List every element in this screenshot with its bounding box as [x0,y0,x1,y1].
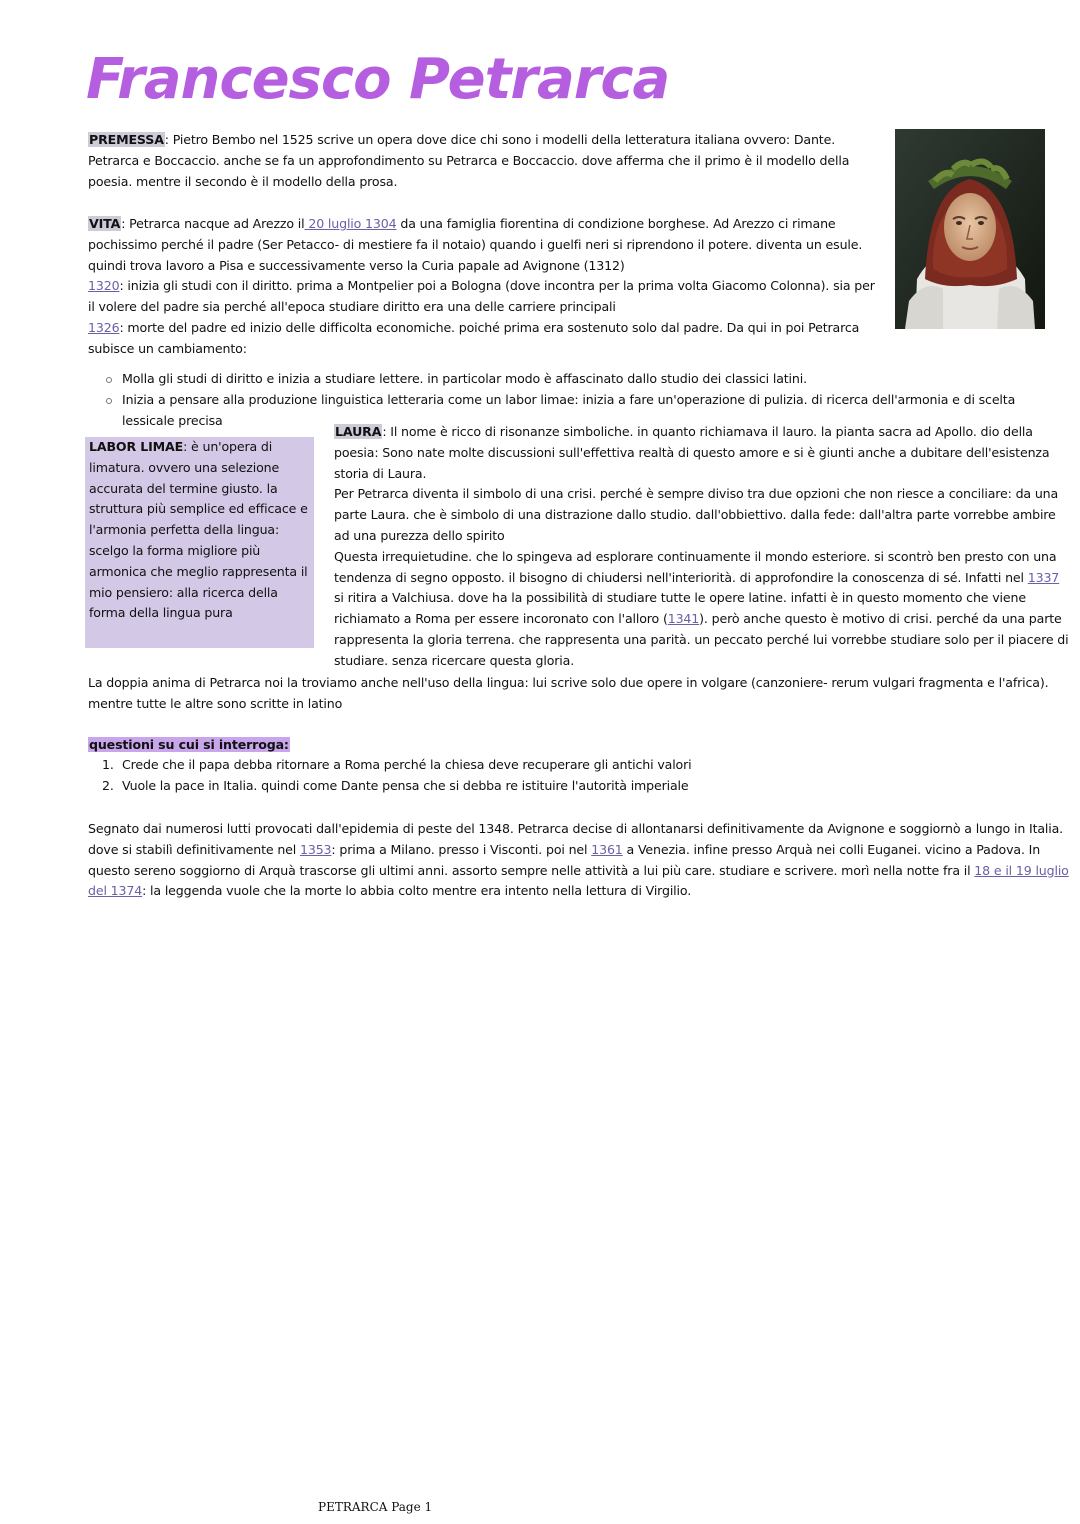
date-1304: 20 luglio 1304 [304,216,397,231]
doppia-paragraph: La doppia anima di Petrarca noi la troviamo anche nell'uso della lingua: lui scrive solo due opere in volgare (canzoniere- rerum vulgari fragmenta e l'africa). mentre tutte le altre sono scritte in latino [88,675,1049,711]
vita-text-1: : Petrarca nacque ad Arezzo il [121,216,305,231]
laura-text-3a: Questa irrequietudine. che lo spingeva ad esplorare continuamente il mondo esteriore. si scontrò ben presto con una tendenza di segno opposto. il bisogno di chiudersi nell'interiorità. di approfondire la conoscenza di sé. Infatti nel [334,548,1057,585]
questioni-list [100,755,1000,797]
list-item: Molla gli studi di diritto e inizia a studiare lettere. in particolar modo è affascinato dallo studio dei classici latini. [104,369,1064,390]
page-title: Francesco Petrarca [86,47,670,112]
premessa-text: : Pietro Bembo nel 1525 scrive un opera dove dice chi sono i modelli della letteratura italiana ovvero: Dante. Petrarca e Boccaccio. anche se fa un approfondimento su Petrarca e Boccaccio. dove afferma che il primo è il modello della poesia. mentre il secondo è il modello della prosa. [88,132,850,189]
vita-text-4: : morte del padre ed inizio delle difficolta economiche. poiché prima era sostenuto solo dal padre. Da qui in poi Petrarca subisce un cambiamento: [88,319,860,356]
laura-text-1: : Il nome è ricco di risonanze simboliche. in quanto richiamava il lauro. la pianta sacra ad Apollo. dio della poesia: Sono nate molte discussioni sull'effettiva realtà di questo amore e si è giunti anche a dubitare dell'esistenza storia di Laura. [334,424,1050,481]
vita-text-3: : inizia gli studi con il diritto. prima a Montpelier poi a Bologna (dove incontra per la prima volta Giacomo Colonna). sia per il volere del padre sia perché all'epoca studiare diritto era una delle carriere principali [88,278,875,315]
premessa-paragraph [88,130,878,192]
premessa-label: PREMESSA [89,132,164,147]
date-1361: 1361 [591,841,623,857]
vita-paragraph [88,214,878,360]
final-text-2: : prima a Milano. presso i Visconti. poi nel [331,841,592,857]
list-item [100,776,1000,797]
laura-label: LAURA [335,424,382,439]
laura-text-2: Per Petrarca diventa il simbolo di una crisi. perché è sempre diviso tra due opzioni che non riesce a conciliare: da una parte Laura. che è simbolo di una distrazione dallo studio. dall'obbiettivo. dalla fede: dall'altra parte vorrebbe ambire ad una purezza dello spirito [334,486,1059,543]
laura-paragraph [334,422,1070,672]
final-text-1: Segnato dai numerosi lutti provocati dall'epidemia di peste del 1348. Petrarca decise di allontanarsi definitivamente da Avignone e soggiornò a lungo in Italia. dove si stabilì definitivamente nel [88,821,1064,857]
labor-text: : è un'opera di limatura. ovvero una selezione accurata del termine giusto. la struttura più semplice ed efficace e l'armonia perfetta della lingua: scelgo la forma migliore più armonica che meglio rappresenta il mio pensiero: alla ricerca della forma della lingua pura [89,439,308,621]
final-text-4: : la leggenda vuole che la morte lo abbia colto mentre era intento nella lettura di Virgilio. [142,883,692,899]
date-1341: 1341 [667,611,700,627]
date-1337: 1337 [1027,569,1060,585]
questioni-label: questioni su cui si interroga: [89,737,289,752]
laura-text-3b: si ritira a Valchiusa. dove ha la possibilità di studiare tutte le opere latine. infatti è in questo momento che viene richiamato a Roma per essere incoronato con l'alloro ( [334,590,1026,627]
item-number: 2. [102,777,114,793]
labor-label: LABOR LIMAE [89,439,184,454]
date-1326: 1326 [88,319,120,335]
item-text: Crede che il papa debba ritornare a Roma perché la chiesa deve recuperare gli antichi valori [122,757,692,772]
item-text: Vuole la pace in Italia. quindi come Dante pensa che si debba re istituire l'autorità imperiale [122,777,689,793]
questioni-heading [88,735,290,756]
vita-text-2: da una famiglia fiorentina di condizione borghese. Ad Arezzo ci rimane pochissimo perché il padre (Ser Petacco- di mestiere fa il notaio) quando i guelfi neri si riprendono il potere. diventa un esule. quindi trova lavoro a Pisa e successivamente verso la Curia papale ad Avignone (1312) [88,216,863,273]
final-paragraph [88,819,1070,902]
date-1353: 1353 [299,841,332,857]
page-footer: PETRARCA Page 1 [318,1500,433,1514]
final-text-3: a Venezia. infine presso Arquà nei colli Euganei. vicino a Padova. In questo sereno soggiorno di Arquà trascorse gli ultimi anni. assorto sempre nelle attività a lui più care. studiare e scrivere. morì nella notte fra il [88,841,1041,878]
item-number: 1. [102,757,114,772]
date-1374: 18 e il 19 luglio del 1374 [88,862,1069,899]
list-item: Inizia a pensare alla produzione linguistica letteraria come un labor limae: inizia a fare un'operazione di pulizia. di ricerca dell'armonia e di scelta lessicale precisa [104,390,1064,432]
laura-text-3c: ). però anche questo è motivo di crisi. perché da una parte rappresenta la gloria terrena. che rappresenta una parità. un peccato perché lui vorrebbe studiare solo per il piacere di studiare. senza ricercare questa gloria. [334,611,1069,668]
vita-label: VITA [89,216,121,231]
list-item [100,755,1000,776]
portrait-image [895,129,1045,329]
labor-limae-box [85,437,314,648]
date-1320: 1320 [88,278,120,294]
